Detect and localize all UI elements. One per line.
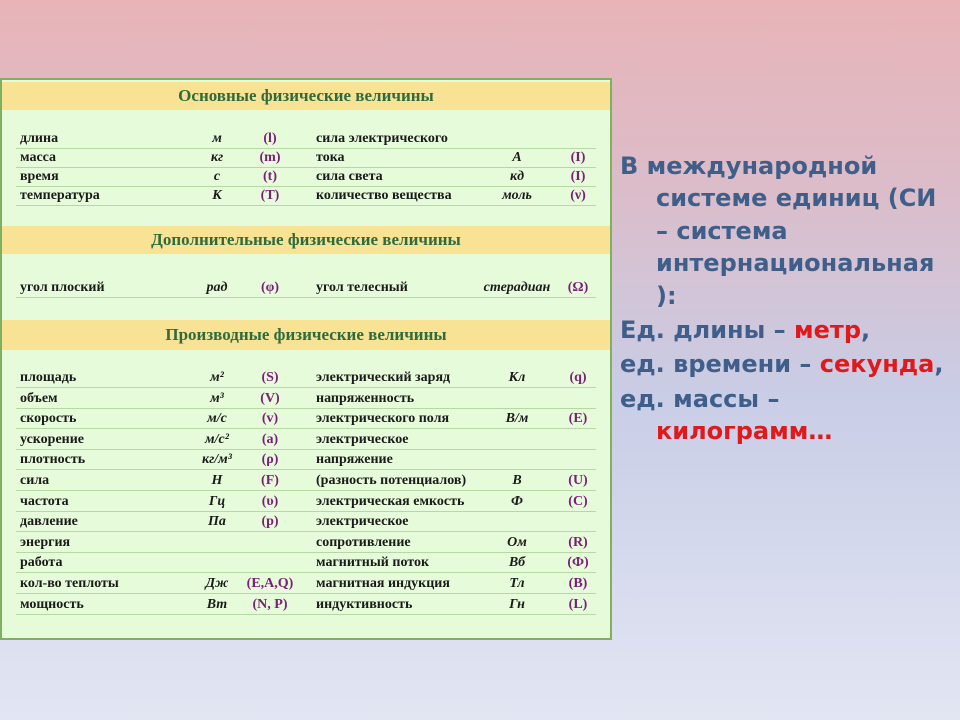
- row-divider: [16, 469, 596, 470]
- table-cell-sym: (ρ): [261, 452, 279, 468]
- row-divider: [16, 408, 596, 409]
- table-cell-unit: К: [212, 188, 222, 203]
- section-title: Основные физические величины: [178, 86, 434, 105]
- table-cell-name: время: [20, 169, 59, 184]
- table-cell-name: работа: [20, 555, 63, 571]
- table-cell-unit2: моль: [502, 188, 532, 203]
- table-cell-name2: напряженность: [316, 390, 415, 406]
- mass-unit-text: ед. массы – килограмм…: [620, 384, 833, 446]
- table-cell-sym: (m): [259, 150, 281, 165]
- section-title: Производные физические величины: [165, 325, 447, 344]
- table-cell-name: угол плоский: [20, 280, 105, 295]
- table-cell-sym2: (C): [568, 493, 588, 509]
- table-cell-unit: Гц: [208, 493, 226, 509]
- table-cell-name2: индуктивность: [316, 596, 413, 612]
- table-cell-name: ускорение: [20, 431, 85, 447]
- table-cell-name2: тока: [316, 150, 345, 165]
- table-cell-sym: (S): [261, 370, 279, 385]
- table-cell-sym: (a): [261, 431, 279, 447]
- table-cell-sym2: (I): [570, 150, 586, 165]
- table-cell-name: мощность: [20, 596, 84, 612]
- table-cell-unit: кг/м³: [202, 452, 232, 468]
- table-cell-name2: электрическое: [316, 431, 409, 447]
- table-cell-unit2: А: [512, 150, 522, 165]
- table-cell-name: скорость: [20, 411, 77, 427]
- table-cell-name2: (разность потенциалов): [316, 473, 467, 488]
- table-cell-sym2: (I): [570, 169, 586, 184]
- table-cell-name: температура: [20, 188, 100, 203]
- row-divider: [16, 428, 596, 429]
- table-cell-name: длина: [20, 131, 59, 146]
- table-cell-unit2: Ом: [507, 534, 527, 550]
- length-unit-paragraph: [620, 314, 950, 346]
- table-cell-name: площадь: [20, 370, 77, 385]
- section-header-derived: [2, 320, 610, 350]
- table-cell-sym2: (L): [568, 596, 588, 612]
- table-cell-unit: м³: [210, 390, 224, 406]
- table-cell-sym: (v): [261, 411, 279, 427]
- table-cell-sym: (φ): [260, 280, 280, 295]
- table-cell-name2: магнитная индукция: [316, 576, 450, 591]
- time-unit-text: ед. времени – секунда,: [620, 350, 944, 379]
- table-cell-name2: угол телесный: [316, 280, 408, 295]
- table-cell-unit: Вт: [206, 596, 228, 612]
- row-divider: [16, 490, 596, 491]
- section-header-basic: [2, 82, 610, 110]
- section-title: Дополнительные физические величины: [151, 230, 461, 249]
- table-cell-sym: (υ): [261, 493, 279, 509]
- table-cell-sym: (t): [263, 169, 277, 184]
- mass-unit-paragraph: [620, 383, 950, 448]
- table-cell-name2: напряжение: [316, 452, 393, 468]
- si-intro-paragraph: [620, 150, 950, 312]
- second-word: секунда: [819, 350, 935, 379]
- table-cell-sym2: (U): [568, 473, 588, 488]
- table-cell-sym: (V): [260, 390, 280, 406]
- table-cell-unit: Па: [208, 514, 226, 530]
- si-description: [620, 150, 950, 448]
- table-cell-sym: (N, P): [252, 596, 288, 612]
- table-cell-unit2: Кл: [508, 370, 526, 385]
- table-cell-unit: м²: [210, 370, 224, 385]
- table-cell-name: частота: [20, 493, 69, 509]
- table-cell-name2: электрическая емкость: [316, 493, 465, 509]
- table-cell-unit: Дж: [205, 576, 229, 591]
- table-cell-unit: рад: [206, 280, 228, 295]
- table-cell-unit2: Вб: [508, 555, 526, 571]
- table-cell-unit: м: [212, 131, 222, 146]
- table-cell-name: давление: [20, 514, 78, 530]
- time-unit-paragraph: [620, 348, 950, 380]
- table-cell-sym2: (R): [568, 534, 588, 550]
- table-cell-name2: сопротивление: [316, 534, 411, 550]
- table-cell-unit2: кд: [509, 169, 525, 184]
- table-cell-unit: м/с²: [205, 431, 229, 447]
- si-units-table: [0, 78, 612, 640]
- table-cell-sym2: (q): [569, 370, 587, 385]
- meter-word: метр: [794, 315, 862, 344]
- table-cell-name: сила: [20, 473, 50, 488]
- table-cell-sym2: (E): [568, 411, 588, 427]
- row-divider: [16, 614, 596, 615]
- table-cell-sym2: (Ф): [567, 555, 589, 571]
- table-cell-name2: электрическое: [316, 514, 409, 530]
- row-divider: [16, 593, 596, 594]
- length-unit-text: Ед. длины – метр,: [620, 315, 871, 344]
- row-divider: [16, 186, 596, 187]
- row-divider: [16, 297, 596, 298]
- row-divider: [16, 205, 596, 206]
- table-cell-name2: сила света: [316, 169, 383, 184]
- table-cell-unit2: В/м: [505, 411, 529, 427]
- table-cell-sym: (p): [261, 514, 279, 530]
- table-cell-unit2: Гн: [509, 596, 525, 612]
- table-cell-name2: магнитный поток: [316, 555, 430, 571]
- table-cell-sym: (l): [263, 131, 277, 146]
- table-cell-sym: (F): [261, 473, 279, 488]
- row-divider: [16, 572, 596, 573]
- table-cell-name: кол-во теплоты: [20, 576, 119, 591]
- row-divider: [16, 148, 596, 149]
- table-cell-name2: сила электрического: [316, 131, 448, 146]
- row-divider: [16, 167, 596, 168]
- table-cell-name2: электрический заряд: [316, 370, 451, 385]
- table-cell-unit2: Тл: [509, 576, 525, 591]
- table-cell-unit: кг: [210, 150, 224, 165]
- row-divider: [16, 531, 596, 532]
- table-cell-sym: (E,A,Q): [246, 576, 294, 591]
- kilogram-word: килограмм…: [656, 417, 833, 446]
- row-divider: [16, 511, 596, 512]
- table-cell-unit: Н: [211, 473, 223, 488]
- table-cell-name2: электрического поля: [316, 411, 450, 427]
- table-cell-unit: м/с: [207, 411, 227, 427]
- table-cell-unit2: Ф: [511, 493, 523, 509]
- table-cell-sym2: (B): [568, 576, 588, 591]
- table-cell-sym: (T): [260, 188, 280, 203]
- row-divider: [16, 387, 596, 388]
- table-cell-name: энергия: [20, 534, 71, 550]
- section-header-extra: [2, 226, 610, 254]
- table-cell-name: плотность: [20, 452, 86, 468]
- row-divider: [16, 449, 596, 450]
- table-cell-sym2: (ν): [570, 188, 586, 203]
- table-cell-name: масса: [20, 150, 57, 165]
- si-intro-text: В международной системе единиц (СИ – система интернациональная ):: [620, 152, 937, 310]
- table-cell-unit2: стерадиан: [483, 280, 551, 295]
- table-cell-name2: количество вещества: [316, 188, 452, 203]
- table-cell-unit2: В: [512, 473, 522, 488]
- table-cell-sym2: (Ω): [567, 280, 589, 295]
- table-cell-unit: с: [213, 169, 221, 184]
- row-divider: [16, 552, 596, 553]
- table-cell-name: объем: [20, 390, 58, 406]
